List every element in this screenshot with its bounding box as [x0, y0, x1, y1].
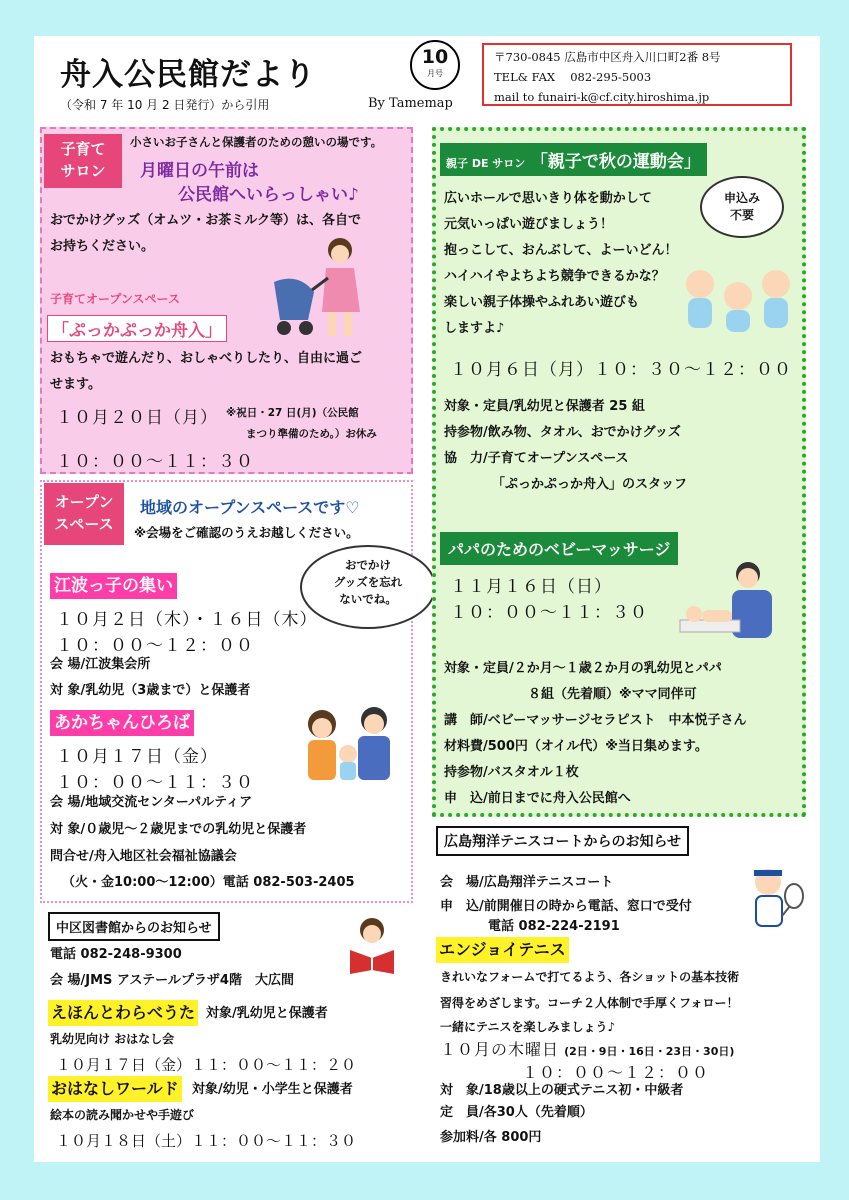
babies-illustration [682, 262, 794, 334]
tennis-desc-3: 一緒にテニスを楽しみましょう♪ [440, 1020, 616, 1034]
newsletter-title: 舟入公民館だより [60, 57, 316, 93]
undoukai-line-4: ハイハイやよちよち競争できるかな？ [444, 269, 665, 284]
massage-target-2: ８組（先着順）※ママ同伴可 [528, 687, 697, 702]
tennis-fee: 参加料/各 800円 [440, 1130, 542, 1145]
enami-title: 江波っ子の集い [50, 573, 177, 599]
salon-date-note-2: まつり準備のため。）お休み [246, 428, 377, 440]
dad-baby-illustration [676, 560, 792, 650]
akachan-place: 会 場/地域交流センターパルティア [50, 795, 253, 810]
family-illustration [296, 702, 402, 786]
tennis-player-illustration [740, 866, 806, 942]
akachan-contact-phone: （火・金10:00～12:00）電話 082-503-2405 [62, 875, 355, 890]
tel-fax: TEL& FAX 082-295-5003 [494, 70, 652, 84]
massage-title: パパのためのベビーマッサージ [440, 532, 678, 565]
reading-child-illustration [344, 914, 400, 976]
salon-tagline-1: 月曜日の午前は [140, 161, 259, 181]
byline: By Tamemap [368, 96, 453, 111]
tennis-title: エンジョイテニス [436, 937, 569, 963]
enami-place: 会 場/江波集会所 [50, 657, 151, 672]
undoukai-coop: 協 力/子育てオープンスペース [444, 451, 629, 466]
tennis-phone: 電話 082-224-2191 [488, 919, 620, 934]
akachan-date: １０月１７日（金） [56, 747, 218, 767]
mother-stroller-illustration [268, 232, 368, 342]
salon-label: 子育て サロン [44, 134, 122, 188]
massage-lecturer: 講 師/ベビーマッサージセラピスト 中本悦子さん [444, 713, 747, 728]
salon-desc-2: せます。 [50, 377, 101, 392]
ehon-title: えほんとわらべうた [48, 1000, 198, 1026]
undoukai-date: １０月６日（月）１０：３０～１２：００ [450, 360, 792, 380]
open-space-label: オープン スペース [44, 483, 124, 545]
massage-target: 対象・定員/２か月～１歳２か月の乳幼児とパパ [444, 661, 722, 676]
tennis-desc-2: 習得をめざします。コーチ２人体制で手厚くフォロー！ [440, 996, 739, 1010]
tennis-date-detail: (2日・9日・16日・23日・30日) [564, 1045, 735, 1058]
undoukai-line-3: 抱っこして、おんぶして、よーいどん！ [444, 243, 678, 258]
issue-badge [410, 40, 460, 90]
tennis-target: 対 象/18歳以上の硬式テニス初・中級者 [440, 1083, 684, 1098]
library-phone: 電話 082-248-9300 [50, 947, 182, 962]
open-space-note: ※会場をご確認のうえお越しください。 [134, 525, 359, 540]
undoukai-line-6: しますよ♪ [444, 321, 505, 336]
no-registration-bubble: 申込み 不要 [700, 176, 784, 238]
issue-number: 10 [421, 46, 449, 68]
salon-date-note-1: ※祝日・27 日(月)（公民館 [226, 407, 359, 419]
akachan-contact: 問合せ/舟入地区社会福祉協議会 [50, 849, 237, 864]
tennis-desc-1: きれいなフォームで打てるよう、各ショットの基本技術 [440, 970, 740, 984]
massage-items: 持参物/バスタオル１枚 [444, 765, 579, 780]
tennis-time: １０：００～１２：００ [522, 1063, 710, 1082]
issue-subline: （令和 7 年 10 月 2 日発行）から引用 [60, 98, 270, 112]
address: 〒730-0845 広島市中区舟入川口町2番 8号 [494, 50, 721, 64]
enami-target: 対 象/乳幼児（3歳まで）と保護者 [50, 683, 251, 698]
akachan-target: 対 象/０歳児～２歳児までの乳幼児と保護者 [50, 822, 307, 837]
undoukai-target: 対象・定員/乳幼児と保護者 25 組 [444, 399, 645, 414]
salon-note-2: お持ちください。 [50, 239, 155, 254]
tennis-heading: 広島翔洋テニスコートからのお知らせ [436, 826, 689, 856]
undoukai-line-5: 楽しい親子体操やふれあい遊びも [444, 295, 640, 310]
tennis-apply: 申 込/前開催日の時から電話、窓口で受付 [440, 899, 692, 914]
story-sub: 絵本の読み聞かせや手遊び [50, 1108, 195, 1122]
enami-time: １０：００～１２：００ [56, 636, 254, 656]
tennis-date: １０月の木曜日 [440, 1040, 560, 1059]
library-heading: 中区図書館からのお知らせ [48, 912, 220, 941]
pukka-title: 「ぷっかぷっか舟入」 [47, 315, 227, 342]
address-box [482, 43, 792, 106]
massage-time: １０：００～１１：３０ [450, 603, 648, 623]
enami-date: １０月２日（木）・１６日（木） [56, 610, 318, 630]
salon-time: １０：００～１１：３０ [56, 452, 254, 472]
ehon-sub: 乳幼児向け おはなし会 [50, 1032, 175, 1046]
undoukai-prefix: 親子 DE サロン [446, 157, 526, 170]
tennis-date-row [440, 1037, 734, 1060]
akachan-time: １０：００～１１：３０ [56, 773, 254, 793]
massage-fee: 材料費/500円（オイル代）※当日集めます。 [444, 739, 708, 754]
massage-date: １１月１６日（日） [450, 577, 612, 597]
salon-desc-1: おもちゃで遊んだり、おしゃべりしたり、自由に過ご [50, 351, 363, 366]
akachan-title: あかちゃんひろば [50, 710, 194, 736]
open-space-headline: 地域のオープンスペースです♡ [140, 498, 360, 517]
salon-tagline-2: 公民館へいらっしゃい♪ [178, 185, 359, 205]
story-date: １０月１８日（土）１１：００～１１：３０ [56, 1132, 357, 1150]
library-place: 会 場/JMS アステールプラザ4階 大広間 [50, 973, 294, 988]
story-target: 対象/幼児・小学生と保護者 [192, 1082, 353, 1097]
issue-unit: 月号 [427, 69, 443, 78]
undoukai-coop-2: 「ぷっかぷっか舟入」のスタッフ [492, 477, 688, 492]
open-space-sublabel: 子育てオープンスペース [50, 292, 180, 306]
undoukai-line-1: 広いホールで思いきり体を動かして [444, 191, 652, 206]
mail-link[interactable]: mail to funairi-k@cf.city.hiroshima.jp [494, 90, 710, 104]
reminder-bubble: おでかけ グッズを忘れ ないでね。 [300, 545, 436, 629]
salon-note-1: おでかけグッズ（オムツ・お茶ミルク等）は、各自で [50, 213, 361, 228]
story-title: おはなしワールド [48, 1076, 182, 1102]
ehon-target: 対象/乳幼児と保護者 [206, 1006, 328, 1021]
undoukai-title: 「親子で秋の運動会」 [530, 152, 701, 172]
undoukai-line-2: 元気いっぱい遊びましょう！ [444, 217, 614, 232]
undoukai-items: 持参物/飲み物、タオル、おでかけグッズ [444, 425, 681, 440]
tennis-place: 会 場/広島翔洋テニスコート [440, 875, 614, 890]
salon-date: １０月２０日（月） [56, 408, 218, 428]
salon-intro: 小さいお子さんと保護者のための憩いの場です。 [130, 135, 383, 149]
tennis-capacity: 定 員/各30人（先着順） [440, 1105, 593, 1120]
undoukai-banner [440, 143, 707, 176]
massage-apply: 申 込/前日までに舟入公民館へ [444, 791, 631, 806]
ehon-date: １０月１７日（金）１１：００～１１：２０ [56, 1056, 357, 1074]
